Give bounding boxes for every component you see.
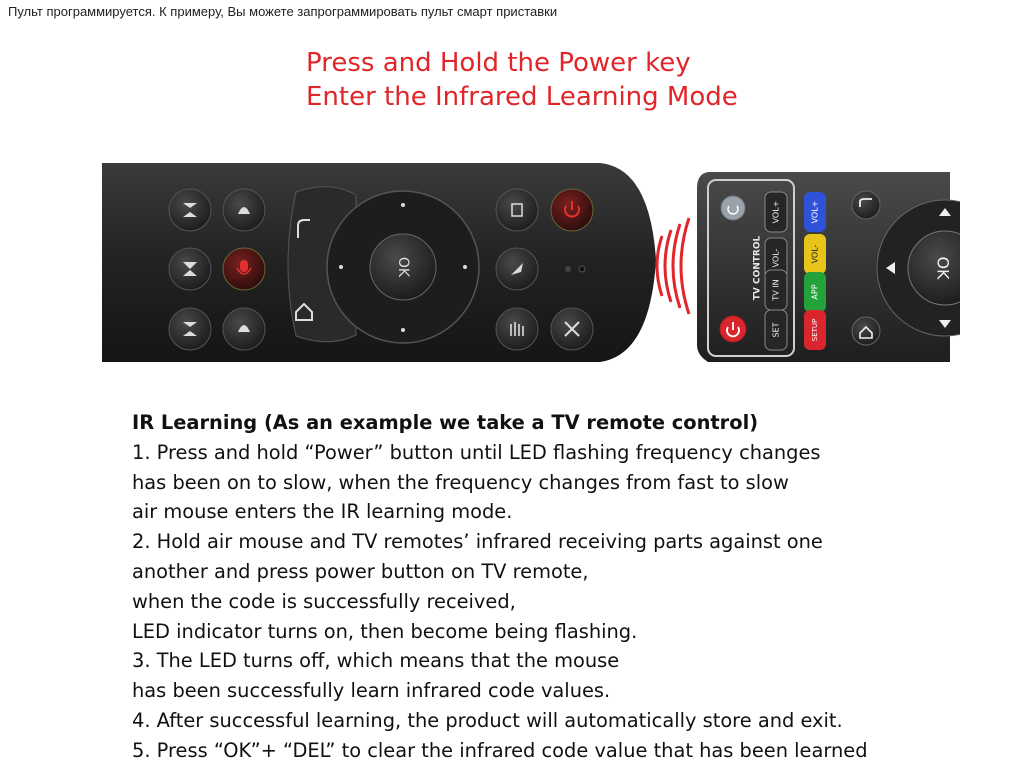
instruction-line: 1. Press and hold “Power” button until LED flashing frequency changes [132, 440, 821, 464]
infrared-waves-icon [657, 218, 689, 314]
instruction-line: another and press power button on TV remote, [132, 559, 589, 583]
svg-text:SETUP: SETUP [811, 318, 819, 342]
ir-learning-instructions [132, 408, 992, 766]
page-caption: Пульт программируется. К примеру, Вы можете запрограммировать пульт смарт приставки [8, 4, 558, 19]
instruction-line: 3. The LED turns off, which means that the mouse [132, 649, 620, 673]
instruction-line: has been on to slow, when the frequency changes from fast to slow [132, 470, 789, 494]
svg-text:APP: APP [810, 284, 820, 300]
svg-text:VOL+: VOL+ [810, 200, 820, 224]
tv-remote [697, 172, 960, 362]
tv-colored-keys [804, 192, 826, 350]
svg-text:SET: SET [771, 322, 781, 338]
instruction-line: 4. After successful learning, the product will automatically store and exit. [132, 708, 843, 732]
instruction-line: when the code is successfully received, [132, 589, 516, 613]
instruction-line: LED indicator turns on, then become being flashing. [132, 619, 638, 643]
led-indicator [565, 266, 571, 272]
air-mouse-remote [102, 163, 656, 362]
headline-line-2: Enter the Infrared Learning Mode [306, 82, 738, 112]
svg-text:TV IN: TV IN [771, 279, 781, 301]
instruction-line: 5. Press “OK”+ “DEL” to clear the infrared code value that has been learned [132, 738, 868, 762]
instruction-line: 2. Hold air mouse and TV remotes’ infrared receiving parts against one [132, 530, 823, 554]
headline-line-1: Press and Hold the Power key [306, 48, 691, 78]
tv-gray-button [721, 196, 745, 220]
tv-ok-label: OK [933, 256, 953, 280]
tv-control-keys [765, 192, 787, 350]
instructions-title: IR Learning (As an example we take a TV remote control) [132, 411, 759, 434]
ok-label: OK [395, 256, 411, 278]
svg-text:VOL-: VOL- [810, 244, 820, 264]
svg-text:VOL-: VOL- [771, 248, 781, 268]
tv-control-label: TV CONTROL [752, 235, 763, 301]
headline [306, 46, 738, 114]
instruction-line: has been successfully learn infrared code values. [132, 679, 611, 703]
instruction-line: air mouse enters the IR learning mode. [132, 500, 513, 524]
tv-home-button [852, 317, 880, 345]
svg-text:VOL+: VOL+ [771, 200, 781, 224]
tv-back-button [852, 191, 880, 219]
navigation-pad [327, 191, 479, 343]
remotes-illustration [0, 150, 960, 380]
